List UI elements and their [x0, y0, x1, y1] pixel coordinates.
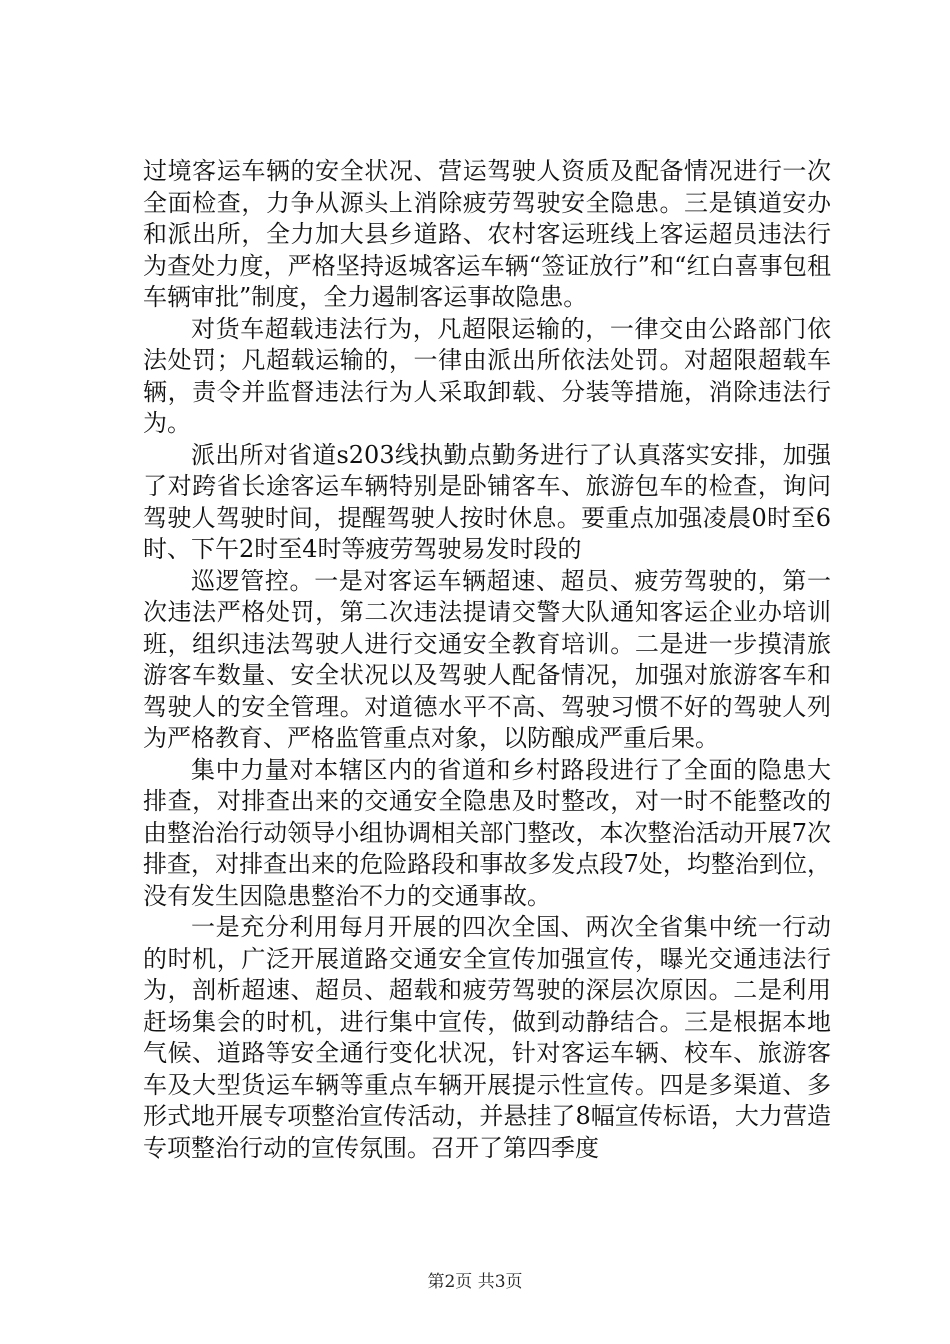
- paragraph-1: 过境客运车辆的安全状况、营运驾驶人资质及配备情况进行一次全面检查，力争从源头上消除疲劳驾驶安全隐患。三是镇道安办和派出所，全力加大县乡道路、农村客运班线上客运超员违法行为查处力度，严格坚持返城客运车辆“签证放行”和“红白喜事包租车辆审批”制度，全力遏制客运事故隐患。: [143, 157, 831, 311]
- page-number-footer: 第2页 共3页: [427, 1272, 523, 1292]
- paragraph-2: 对货车超载违法行为，凡超限运输的，一律交由公路部门依法处罚；凡超载运输的，一律由派出所依法处罚。对超限超载车辆，责令并监督违法行为人采取卸载、分装等措施，消除违法行为。: [143, 314, 831, 437]
- paragraph-3: 派出所对省道s203线执勤点勤务进行了认真落实安排，加强了对跨省长途客运车辆特别是卧铺客车、旅游包车的检查，询问驾驶人驾驶时间，提醒驾驶人按时休息。要重点加强凌晨0时至6时、下午2时至4时等疲劳驾驶易发时段的: [143, 440, 831, 563]
- document-body: [143, 156, 831, 1164]
- paragraph-4: 巡逻管控。一是对客运车辆超速、超员、疲劳驾驶的，第一次违法严格处罚，第二次违法提请交警大队通知客运企业办培训班，组织违法驾驶人进行交通安全教育培训。二是进一步摸清旅游客车数量、安全状况以及驾驶人配备情况，加强对旅游客车和驾驶人的安全管理。对道德水平不高、驾驶习惯不好的驾驶人列为严格教育、严格监管重点对象，以防酿成严重后果。: [143, 566, 831, 752]
- paragraph-6: 一是充分利用每月开展的四次全国、两次全省集中统一行动的时机，广泛开展道路交通安全宣传加强宣传，曝光交通违法行为，剖析超速、超员、超载和疲劳驾驶的深层次原因。二是利用赶场集会的时机，进行集中宣传，做到动静结合。三是根据本地气候、道路等安全通行变化状况，针对客运车辆、校车、旅游客车及大型货运车辆等重点车辆开展提示性宣传。四是多渠道、多形式地开展专项整治宣传活动，并悬挂了8幅宣传标语，大力营造专项整治行动的宣传氛围。召开了第四季度: [143, 913, 831, 1162]
- paragraph-5: 集中力量对本辖区内的省道和乡村路段进行了全面的隐患大排查，对排查出来的交通安全隐患及时整改，对一时不能整改的由整治治行动领导小组协调相关部门整改，本次整治活动开展7次排查，对排查出来的危险路段和事故多发点段7处，均整治到位，没有发生因隐患整治不力的交通事故。: [143, 755, 831, 910]
